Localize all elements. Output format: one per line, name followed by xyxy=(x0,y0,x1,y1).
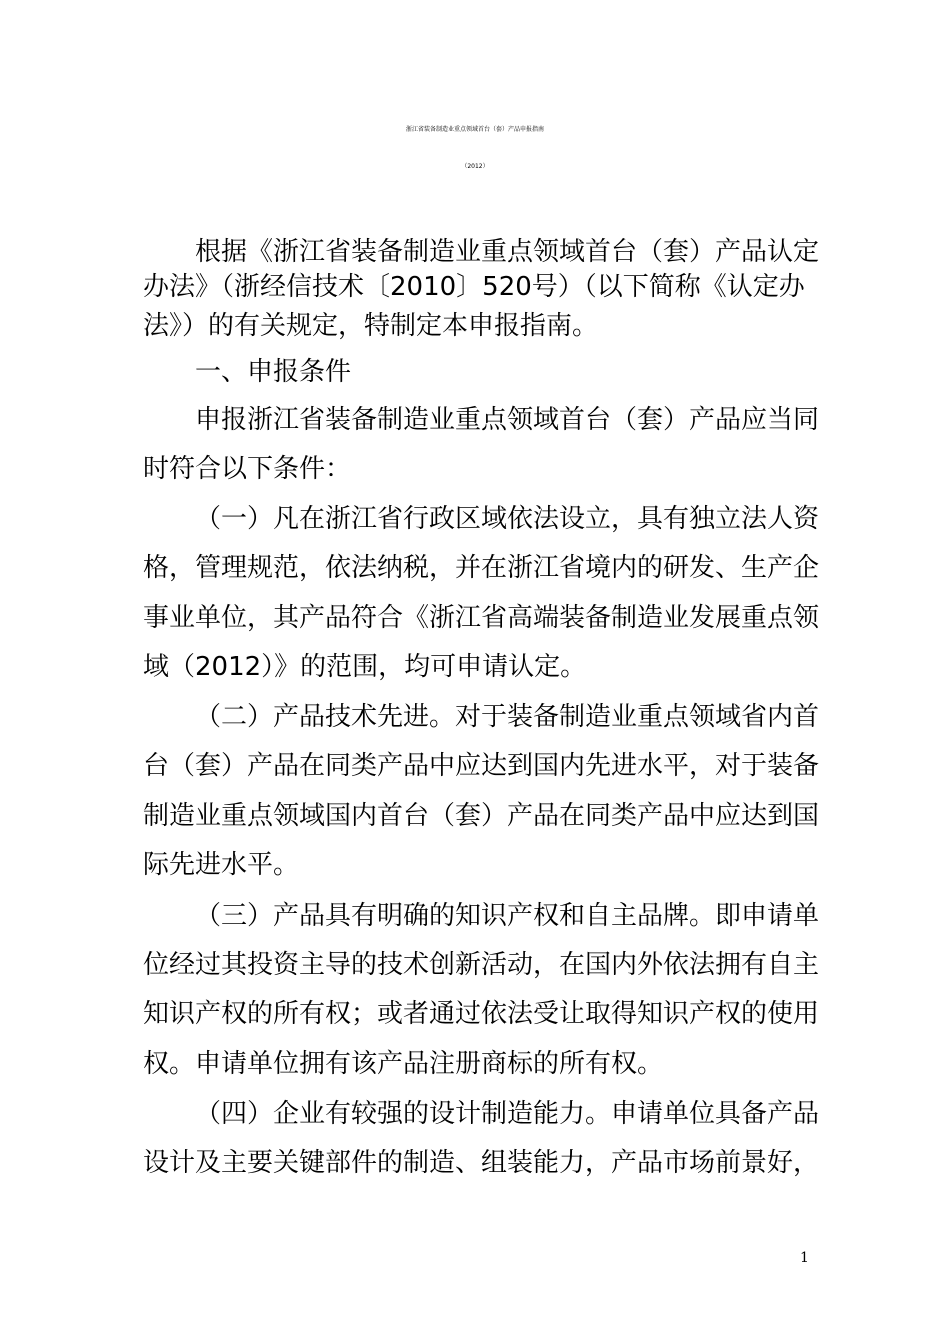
paragraph-line: 台（套）产品在同类产品中应达到国内先进水平，对于装备 xyxy=(143,751,820,781)
paragraph-line: （二）产品技术先进。对于装备制造业重点领域省内首 xyxy=(195,702,820,732)
paragraph-line: 制造业重点领域国内首台（套）产品在同类产品中应达到国 xyxy=(143,801,820,831)
paragraph-line: 办法》（浙经信技术〔2010〕520号）（以下简称《认定办 xyxy=(143,272,805,302)
paragraph-line: 法》）的有关规定，特制定本申报指南。 xyxy=(143,311,599,341)
paragraph-line: 申报浙江省装备制造业重点领域首台（套）产品应当同 xyxy=(195,405,820,435)
paragraph-line: 知识产权的所有权；或者通过依法受让取得知识产权的使用 xyxy=(143,999,820,1029)
paragraph-line: 根据《浙江省装备制造业重点领域首台（套）产品认定 xyxy=(195,237,820,267)
paragraph-line: 设计及主要关键部件的制造、组装能力，产品市场前景好， xyxy=(143,1148,820,1178)
paragraph-line: 权。申请单位拥有该产品注册商标的所有权。 xyxy=(143,1049,664,1079)
paragraph-line: （三）产品具有明确的知识产权和自主品牌。即申请单 xyxy=(195,901,820,931)
paragraph-line: 位经过其投资主导的技术创新活动，在国内外依法拥有自主 xyxy=(143,950,820,980)
page-number: 1 xyxy=(800,1250,809,1266)
paragraph-line: （一）凡在浙江省行政区域依法设立，具有独立法人资 xyxy=(195,504,820,534)
document-title-year: （2012） xyxy=(461,163,489,170)
paragraph-line: （四）企业有较强的设计制造能力。申请单位具备产品 xyxy=(195,1099,820,1129)
paragraph-line: 格，管理规范，依法纳税，并在浙江省境内的研发、生产企 xyxy=(143,553,820,583)
paragraph-line: 际先进水平。 xyxy=(143,850,300,880)
section-heading: 一、申报条件 xyxy=(195,357,352,387)
document-title: 浙江省装备制造业重点领域首台（套）产品申报指南 xyxy=(405,126,544,133)
paragraph-line: 事业单位，其产品符合《浙江省高端装备制造业发展重点领 xyxy=(143,603,820,633)
paragraph-line: 时符合以下条件： xyxy=(143,454,352,484)
paragraph-line: 域（2012）》的范围，均可申请认定。 xyxy=(143,652,587,682)
